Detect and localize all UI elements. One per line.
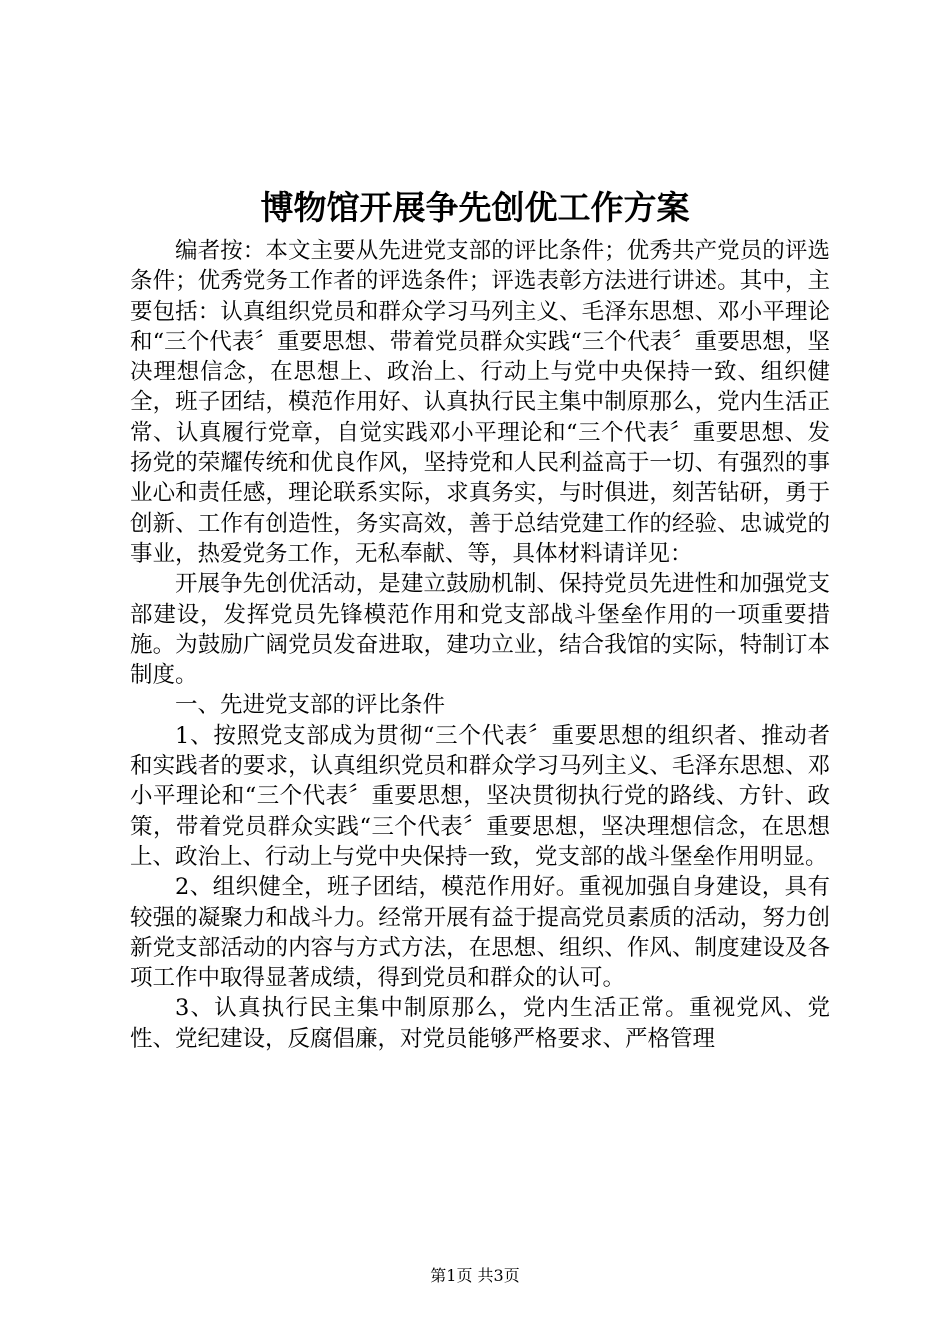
intro-paragraph: 开展争先创优活动，是建立鼓励机制、保持党员先进性和加强党支部建设，发挥党员先锋模范作用和党支部战斗堡垒作用的一项重要措施。为鼓励广阔党员发奋进取，建功立业，结合我馆的实际，特制订本制度。 bbox=[130, 571, 830, 689]
item-2-paragraph: 2、组织健全，班子团结，模范作用好。重视加强自身建设，具有较强的凝聚力和战斗力。经常开展有益于提高党员素质的活动，努力创新党支部活动的内容与方式方法，在思想、组织、作风、制度建设及各项工作中取得显著成绩，得到党员和群众的认可。 bbox=[130, 874, 830, 992]
editor-note-paragraph: 编者按：本文主要从先进党支部的评比条件；优秀共产党员的评选条件；优秀党务工作者的评选条件；评选表彰方法进行讲述。其中，主要包括：认真组织党员和群众学习马列主义、毛泽东思想、邓小平理论和“三个代表〞重要思想、带着党员群众实践“三个代表〞重要思想，坚决理想信念，在思想上、政治上、行动上与党中央保持一致、组织健全，班子团结，模范作用好、认真执行民主集中制原那么，党内生活正常、认真履行党章，自觉实践邓小平理论和“三个代表〞重要思想、发扬党的荣耀传统和优良作风，坚持党和人民利益高于一切、有强烈的事业心和责任感，理论联系实际，求真务实，与时俱进，刻苦钻研，勇于创新、工作有创造性，务实高效，善于总结党建工作的经验、忠诚党的事业，热爱党务工作，无私奉献、等，具体材料请详见： bbox=[130, 238, 830, 567]
document-body bbox=[130, 236, 830, 1054]
page-footer: 第1页 共3页 bbox=[430, 1266, 520, 1285]
item-3-paragraph: 3、认真执行民主集中制原那么，党内生活正常。重视党风、党性、党纪建设，反腐倡廉，对党员能够严格要求、严格管理 bbox=[130, 995, 830, 1052]
document-title: 博物馆开展争先创优工作方案 bbox=[260, 188, 690, 227]
section-heading: 一、先进党支部的评比条件 bbox=[175, 692, 446, 719]
item-1-paragraph: 1、按照党支部成为贯彻“三个代表〞重要思想的组织者、推动者和实践者的要求，认真组织党员和群众学习马列主义、毛泽东思想、邓小平理论和“三个代表〞重要思想，坚决贯彻执行党的路线、方针、政策，带着党员群众实践“三个代表〞重要思想，坚决理想信念，在思想上、政治上、行动上与党中央保持一致，党支部的战斗堡垒作用明显。 bbox=[130, 722, 830, 870]
